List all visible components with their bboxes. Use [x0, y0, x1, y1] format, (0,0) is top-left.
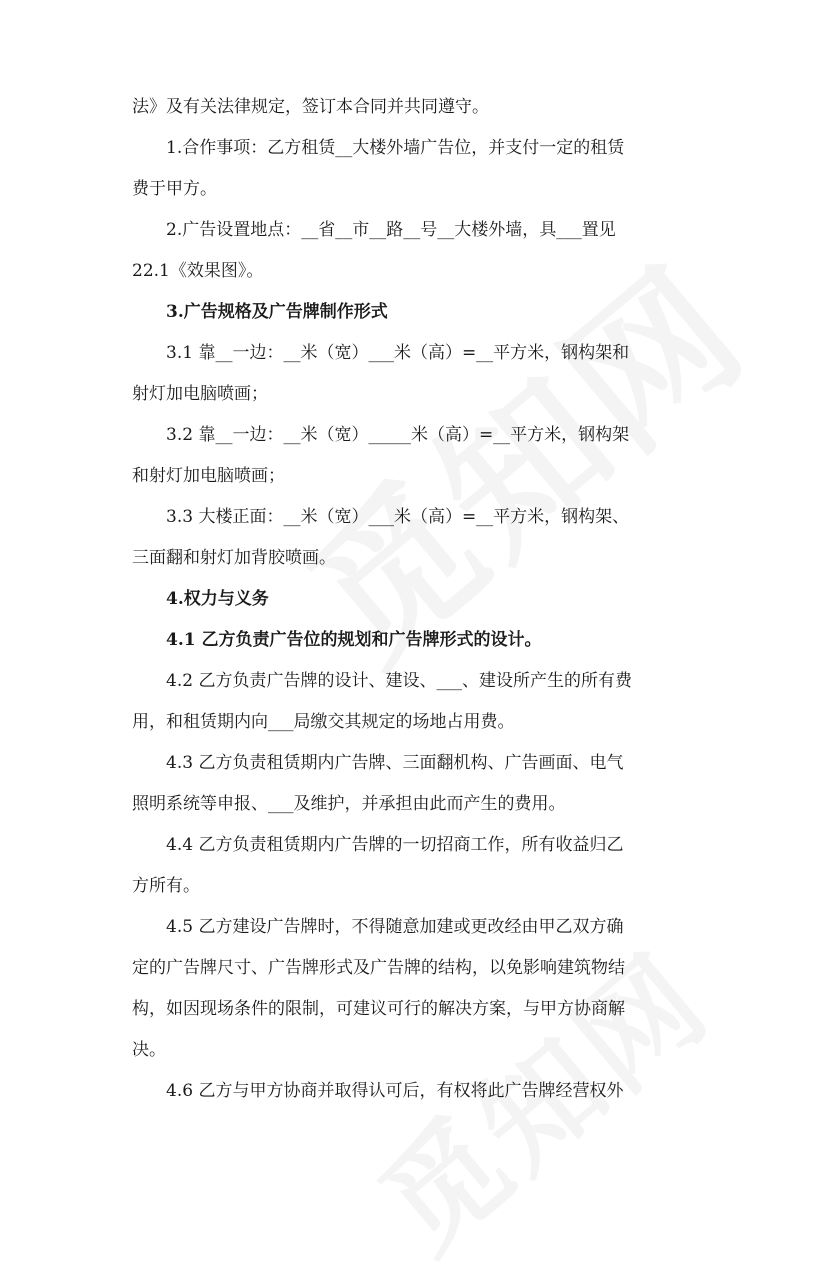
paragraph [132, 96, 702, 118]
text-line: 3.2 靠__一边：__米（宽）_____米（高）=__平方米，钢构架 [166, 425, 630, 445]
paragraph [132, 1080, 702, 1102]
text-line: 射灯加电脑喷画； [132, 384, 268, 404]
text-line: 三面翻和射灯加背胶喷画。 [132, 548, 336, 568]
paragraph [132, 752, 702, 815]
paragraph [132, 424, 702, 487]
paragraph [132, 342, 702, 405]
text-line: 3.1 靠__一边：__米（宽）___米（高）=__平方米，钢构架和 [166, 343, 630, 363]
text-line: 和射灯加电脑喷画； [132, 466, 285, 486]
text-line: 3.3 大楼正面：__米（宽）___米（高）=__平方米，钢构架、 [166, 507, 630, 527]
paragraph [132, 834, 702, 897]
text-line: 决。 [132, 1040, 166, 1060]
text-line: 4.5 乙方建设广告牌时，不得随意加建或更改经由甲乙双方确 [166, 917, 624, 937]
text-line: 费于甲方。 [132, 179, 217, 199]
text-line: 4.2 乙方负责广告牌的设计、建设、___、建设所产生的所有费 [166, 671, 632, 691]
text-line: 4.1 乙方负责广告位的规划和广告牌形式的设计。 [166, 630, 542, 650]
text-line: 4.6 乙方与甲方协商并取得认可后，有权将此广告牌经营权外 [166, 1081, 624, 1101]
paragraph [132, 301, 702, 323]
text-line: 3.广告规格及广告牌制作形式 [166, 302, 388, 322]
text-line: 定的广告牌尺寸、广告牌形式及广告牌的结构，以免影响建筑物结 [132, 958, 625, 978]
text-line: 4.权力与义务 [166, 589, 269, 609]
text-line: 构，如因现场条件的限制，可建议可行的解决方案，与甲方协商解 [132, 999, 625, 1019]
text-line: 法》及有关法律规定，签订本合同并共同遵守。 [132, 97, 489, 117]
document-body [132, 96, 702, 1102]
paragraph [132, 588, 702, 610]
text-line: 1.合作事项：乙方租赁__大楼外墙广告位，并支付一定的租赁 [166, 138, 625, 158]
text-line: 2.广告设置地点：__省__市__路__号__大楼外墙，具___置见 [166, 220, 616, 240]
text-line: 用，和租赁期内向___局缴交其规定的场地占用费。 [132, 712, 515, 732]
text-line: 4.3 乙方负责租赁期内广告牌、三面翻机构、广告画面、电气 [166, 753, 624, 773]
paragraph [132, 137, 702, 200]
paragraph [132, 629, 702, 651]
text-line: 4.4 乙方负责租赁期内广告牌的一切招商工作，所有收益归乙 [166, 835, 624, 855]
text-line: 22.1《效果图》。 [132, 261, 264, 281]
paragraph [132, 916, 702, 1061]
paragraph [132, 670, 702, 733]
text-line: 方所有。 [132, 876, 200, 896]
paragraph [132, 506, 702, 569]
text-line: 照明系统等申报、___及维护，并承担由此而产生的费用。 [132, 794, 566, 814]
paragraph [132, 219, 702, 282]
